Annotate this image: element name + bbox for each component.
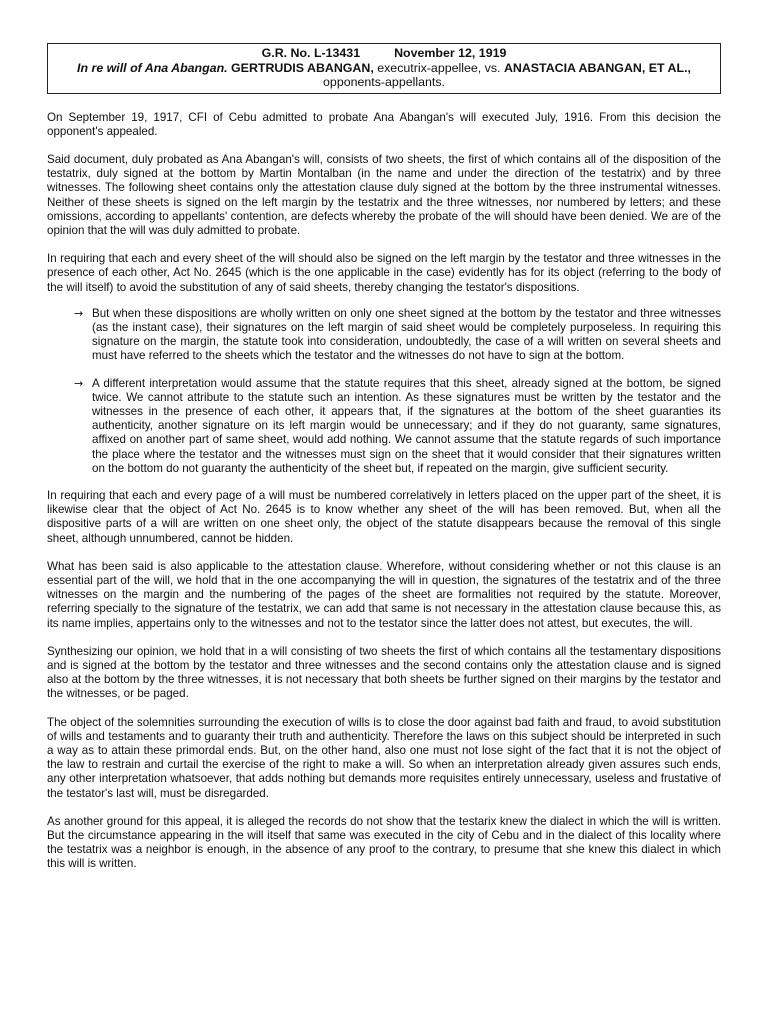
body-paragraph: Said document, duly probated as Ana Abangan's will, consists of two sheets, the first of which contains all of the disposition of the testatrix, duly signed at the bottom by Martin Montalban (in the name and under the direction of the testatrix) and by three witnesses. The following sheet contains only the attestation clause duly signed at the bottom by the three instrumental witnesses. Neither of these sheets is signed on the left margin by the testatrix and the three witnesses, nor numbered by letters; and these omissions, according to appellants' contention, are defects whereby the probate of the will should have been denied. We are of the opinion that the will was duly admitted to probate. (47, 152, 721, 237)
case-number: G.R. No. L-13431 (261, 46, 361, 60)
arrow-right-icon: → (74, 376, 84, 390)
intro-paragraph: On September 19, 1917, CFI of Cebu admitted to probate Ana Abangan's will executed July, 1916. From this decision the opponent's appealed. (47, 110, 721, 138)
body-paragraph: As another ground for this appeal, it is alleged the records do not show that the testarix knew the dialect in which the will is written. But the circumstance appearing in the will itself that same was executed in the city of Cebu and in the dialect of this locality where the testatrix was a neighbor is enough, in the absence of any proof to the contrary, to presume that she knew this dialect in which this will is written. (47, 814, 721, 871)
party-appellants-role: opponents-appellants. (323, 75, 445, 89)
body-paragraph: The object of the solemnities surrounding the execution of wills is to close the door against bad faith and fraud, to avoid substitution of wills and testaments and to guaranty their truth and authenticity. Therefore the laws on this subject should be interpreted in such a way as to attain these primordal ends. But, on the other hand, also one must not lose sight of the fact that it is not the object of the law to restrain and curtail the exercise of the right to make a will. So when an interpretation already given assures such ends, any other interpretation whatsoever, that adds nothing but demands more requisites entirely unnecessary, useless and frustative of the testator's last will, must be disregarded. (47, 715, 721, 800)
party-appellee-role: executrix-appellee, vs. (373, 60, 504, 75)
case-date: November 12, 1919 (394, 46, 507, 60)
body-paragraph: Synthesizing our opinion, we hold that in a will consisting of two sheets the first of which contains all the testamentary dispositions and is signed at the bottom by the testator and three witnesses and the second contains only the attestation clause and is signed also at the bottom by the three witnesses, it is not necessary that both sheets be further signed on their margins by the testator and the witnesses, or be paged. (47, 644, 721, 701)
party-appellee: GERTRUDIS ABANGAN, (231, 60, 374, 75)
document-page (47, 43, 721, 872)
bullet-item (47, 377, 721, 476)
bullet-text: A different interpretation would assume that the statute requires that this sheet, already signed at the bottom, be signed twice. We cannot attribute to the statute such an intention. As these signatures must be written by the testator and the witnesses in the presence of each other, it appears that, if the signatures at the bottom of the sheet guaranties its authenticity, another signature on its left margin would be unnecessary; and if they do not guaranty, same signatures, affixed on another part of same sheet, would add nothing. We cannot assume that the statute regards of such importance the place where the testator and the witnesses must sign on the sheet that it would consider that their signatures written on the bottom do not guaranty the authenticity of the sheet but, if repeated on the margin, give sufficient security. (92, 376, 721, 475)
body-paragraph: What has been said is also applicable to the attestation clause. Wherefore, without considering whether or not this clause is an essential part of the will, we hold that in the one accompanying the will in question, the signatures of the testatrix and of the three witnesses on the margin and the numbering of the pages of the sheet are formalities not required by the statute. Moreover, referring specially to the signature of the testatrix, we can add that same is not necessary in the attestation clause because this, as its name implies, appertains only to the witnesses and not to the testator since the latter does not attest, but executes, the will. (47, 559, 721, 630)
body-paragraph: In requiring that each and every sheet of the will should also be signed on the left margin by the testator and three witnesses in the presence of each other, Act No. 2645 (which is the one applicable in the case) evidently has for its object (referring to the body of the will itself) to avoid the substitution of any of said sheets, thereby changing the testator's dispositions. (47, 252, 721, 294)
party-appellants: ANASTACIA ABANGAN, ET AL., (503, 60, 691, 75)
arrow-right-icon: → (74, 306, 84, 320)
case-header (47, 43, 721, 94)
bullet-text: But when these dispositions are wholly written on only one sheet signed at the bottom by the testator and three witnesses (as the instant case), their signatures on the left margin of said sheet would be completely purposeless. In requiring this signature on the margin, the statute took into consideration, undoubtedly, the case of a will written on several sheets and must have referred to the sheets which the testator and the witnesses do not have to sign at the bottom. (92, 306, 721, 363)
case-citation-line (54, 46, 714, 61)
bullet-item (47, 307, 721, 364)
case-title (54, 61, 714, 90)
body-paragraph: In requiring that each and every page of a will must be numbered correlatively in letters placed on the upper part of the sheet, it is likewise clear that the object of Act No. 2645 is to know whether any sheet of the will has been removed. But, when all the dispositive parts of a will are written on one sheet only, the object of the statute disappears because the removal of this single sheet, although unnumbered, cannot be hidden. (47, 488, 721, 545)
bullet-list (47, 307, 721, 476)
case-in-re: In re will of Ana Abangan. (77, 60, 228, 75)
